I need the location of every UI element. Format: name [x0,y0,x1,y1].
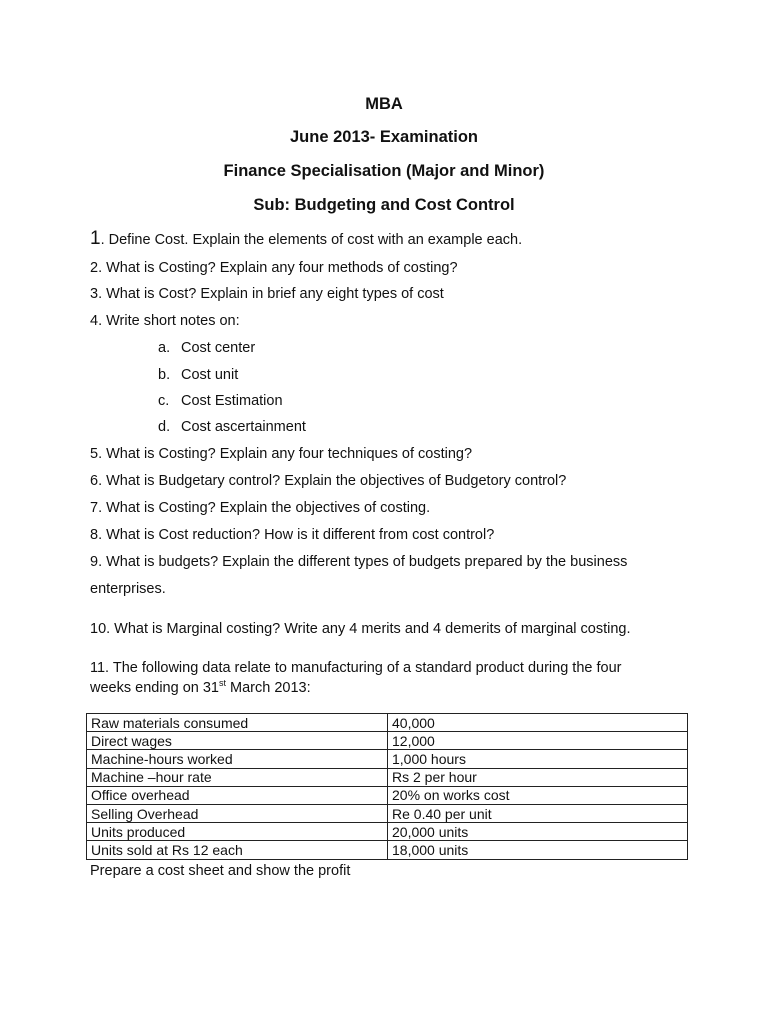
item-label-cell: Units produced [87,823,388,841]
question-11-line-2 [90,680,311,696]
item-label-cell: Office overhead [87,786,388,804]
question-7: 7. What is Costing? Explain the objectives of costing. [90,500,431,516]
q4-item-letter: d. [158,419,171,435]
question-10: 10. What is Marginal costing? Write any 4 merits and 4 demerits of marginal costing. [90,621,631,637]
question-1-number: 1 [90,228,101,249]
question-1 [90,228,522,250]
cost-data-table [86,713,688,860]
table-row [87,768,688,786]
table-row [87,714,688,732]
question-6: 6. What is Budgetary control? Explain the objectives of Budgetory control? [90,473,567,489]
q11-date-suffix: st [219,678,227,689]
item-label-cell: Direct wages [87,732,388,750]
question-2: 2. What is Costing? Explain any four methods of costing? [90,260,458,276]
question-11-line-1: 11. The following data relate to manufacturing of a standard product during the four [90,660,622,676]
question-3: 3. What is Cost? Explain in brief any eight types of cost [90,286,444,302]
item-label-cell: Units sold at Rs 12 each [87,841,388,859]
question-4: 4. Write short notes on: [90,313,240,329]
item-label-cell: Raw materials consumed [87,714,388,732]
q4-item-letter: b. [158,367,171,383]
program-title: MBA [365,95,403,113]
q4-item-text: Cost Estimation [181,393,283,409]
item-value-cell: 12,000 [388,732,688,750]
q11-text-post: March 2013: [226,680,311,696]
table-row [87,786,688,804]
subject-title: Sub: Budgeting and Cost Control [253,196,515,214]
q4-item-text: Cost center [181,340,256,356]
table-row [87,804,688,822]
specialisation-title: Finance Specialisation (Major and Minor) [223,162,545,180]
item-value-cell: 40,000 [388,714,688,732]
item-value-cell: 20,000 units [388,823,688,841]
table-row [87,732,688,750]
q4-item-text: Cost unit [181,367,239,383]
table-row [87,823,688,841]
item-label-cell: Selling Overhead [87,804,388,822]
table-row [87,841,688,859]
question-9-line-1: 9. What is budgets? Explain the different types of budgets prepared by the business [90,554,628,570]
question-1-text: . Define Cost. Explain the elements of cost with an example each. [100,232,523,248]
table-row [87,750,688,768]
q4-item-letter: c. [158,393,170,409]
question-8: 8. What is Cost reduction? How is it different from cost control? [90,527,495,543]
item-value-cell: Re 0.40 per unit [388,804,688,822]
item-value-cell: 20% on works cost [388,786,688,804]
cost-sheet-instruction: Prepare a cost sheet and show the profit [90,863,351,879]
item-value-cell: 1,000 hours [388,750,688,768]
exam-title: June 2013- Examination [290,128,478,146]
q4-item-letter: a. [158,340,171,356]
item-label-cell: Machine-hours worked [87,750,388,768]
question-5: 5. What is Costing? Explain any four techniques of costing? [90,446,473,462]
item-value-cell: 18,000 units [388,841,688,859]
q11-text-pre: weeks ending on 31 [90,680,219,696]
q4-item-text: Cost ascertainment [181,419,306,435]
item-value-cell: Rs 2 per hour [388,768,688,786]
item-label-cell: Machine –hour rate [87,768,388,786]
question-9-line-2: enterprises. [90,581,166,597]
